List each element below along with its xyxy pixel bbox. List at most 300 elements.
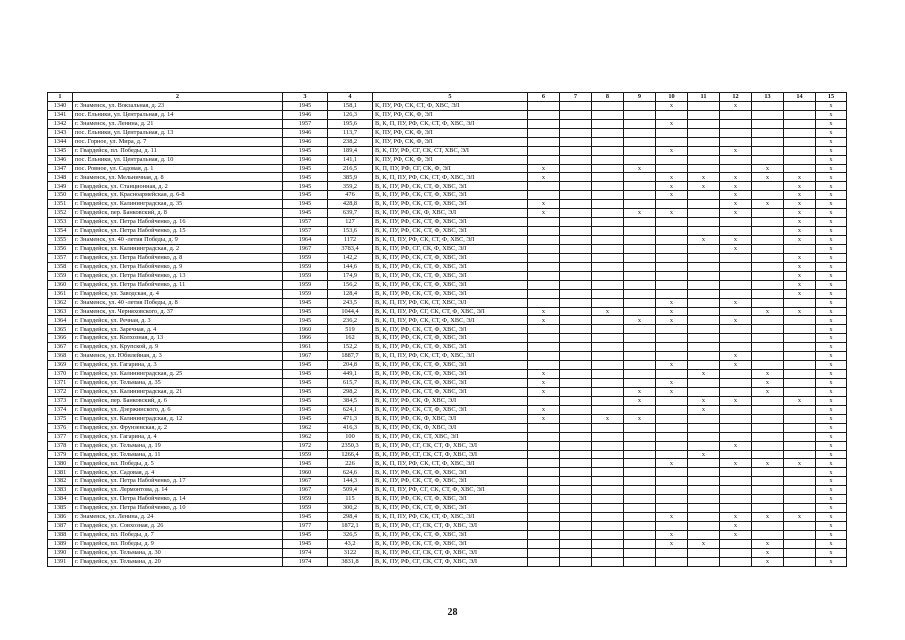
mark-cell	[592, 316, 624, 325]
mark-cell	[752, 262, 784, 271]
systems-cell: В, К, ПУ, РФ, СК, СТ, Ф, ХВС, ЭЛ	[373, 271, 528, 280]
mark-cell: х	[784, 513, 816, 522]
address-cell: пос. Ельники, ул. Центральная, д. 14	[73, 110, 283, 119]
mark-cell	[688, 110, 720, 119]
mark-cell	[592, 110, 624, 119]
mark-cell	[752, 432, 784, 441]
area-cell: 509,4	[328, 486, 373, 495]
mark-cell	[560, 468, 592, 477]
mark-cell: х	[816, 504, 847, 513]
mark-cell	[688, 262, 720, 271]
mark-cell	[592, 405, 624, 414]
mark-cell: х	[752, 379, 784, 388]
address-cell: г. Гвардейск, ул. Калининградская, д. 12	[73, 414, 283, 423]
mark-cell: х	[720, 200, 752, 209]
mark-cell	[560, 539, 592, 548]
mark-cell	[752, 504, 784, 513]
row-number-cell: 1354	[48, 227, 73, 236]
area-cell: 1266,4	[328, 450, 373, 459]
systems-cell: В, К, П, ПУ, РФ, СК, СТ, Ф, ХВС, ЭЛ	[373, 513, 528, 522]
mark-cell: х	[656, 146, 688, 155]
mark-cell	[560, 450, 592, 459]
table-row	[48, 280, 847, 289]
mark-cell	[528, 110, 560, 119]
mark-cell	[688, 352, 720, 361]
year-cell: 1959	[283, 495, 328, 504]
mark-cell	[528, 137, 560, 146]
row-number-cell: 1372	[48, 387, 73, 396]
mark-cell	[720, 325, 752, 334]
mark-cell	[592, 513, 624, 522]
mark-cell	[624, 522, 656, 531]
mark-cell	[592, 530, 624, 539]
address-cell: пос. Ровное, ул. Садовая, д. 1	[73, 164, 283, 173]
mark-cell	[688, 164, 720, 173]
mark-cell	[720, 405, 752, 414]
mark-cell	[560, 289, 592, 298]
mark-cell	[720, 271, 752, 280]
mark-cell	[752, 253, 784, 262]
table-row	[48, 236, 847, 245]
mark-cell: х	[816, 191, 847, 200]
mark-cell	[592, 182, 624, 191]
mark-cell: х	[816, 182, 847, 191]
mark-cell	[592, 459, 624, 468]
mark-cell: х	[720, 298, 752, 307]
mark-cell	[720, 307, 752, 316]
table-row	[48, 244, 847, 253]
mark-cell	[720, 477, 752, 486]
year-cell: 1945	[283, 316, 328, 325]
address-cell: г. Гвардейск, ул. Петра Набойченко, д. 15	[73, 227, 283, 236]
table-row	[48, 432, 847, 441]
mark-cell	[752, 110, 784, 119]
mark-cell	[592, 155, 624, 164]
mark-cell	[656, 334, 688, 343]
mark-cell: х	[784, 280, 816, 289]
mark-cell: х	[784, 191, 816, 200]
year-cell: 1945	[283, 459, 328, 468]
mark-cell	[624, 137, 656, 146]
mark-cell	[624, 450, 656, 459]
mark-cell: х	[816, 209, 847, 218]
mark-cell	[624, 459, 656, 468]
mark-cell	[624, 334, 656, 343]
table-row	[48, 289, 847, 298]
row-number-cell: 1380	[48, 459, 73, 468]
mark-cell	[720, 414, 752, 423]
mark-cell	[720, 450, 752, 459]
table-row	[48, 379, 847, 388]
row-number-cell: 1376	[48, 423, 73, 432]
mark-cell: х	[816, 128, 847, 137]
area-cell: 115	[328, 495, 373, 504]
mark-cell	[720, 218, 752, 227]
mark-cell	[592, 379, 624, 388]
mark-cell	[560, 128, 592, 137]
area-cell: 144,6	[328, 262, 373, 271]
area-cell: 43,2	[328, 539, 373, 548]
mark-cell	[528, 182, 560, 191]
mark-cell: х	[720, 513, 752, 522]
mark-cell	[560, 227, 592, 236]
column-header: 10	[656, 93, 688, 102]
mark-cell	[528, 253, 560, 262]
table-row	[48, 539, 847, 548]
mark-cell	[528, 432, 560, 441]
row-number-cell: 1365	[48, 325, 73, 334]
column-header: 3	[283, 93, 328, 102]
mark-cell	[752, 334, 784, 343]
mark-cell	[688, 253, 720, 262]
mark-cell: х	[528, 209, 560, 218]
mark-cell	[528, 486, 560, 495]
mark-cell	[624, 477, 656, 486]
systems-cell: В, К, ПУ, РФ, СК, СТ, Ф, ХВС, ЭЛ	[373, 379, 528, 388]
mark-cell	[720, 423, 752, 432]
year-cell: 1957	[283, 119, 328, 128]
mark-cell	[624, 548, 656, 557]
systems-cell: В, К, ПУ, РФ, СК, СТ, Ф, ХВС, ЭЛ	[373, 530, 528, 539]
column-number-header-row	[48, 93, 847, 102]
address-cell: пос. Горное, ул. Мира, д. 7	[73, 137, 283, 146]
year-cell: 1945	[283, 539, 328, 548]
systems-cell: К, П, ПУ, РФ, СГ, СК, Ф, ЭЛ	[373, 164, 528, 173]
address-cell: г. Гвардейск, ул. Лермонтова, д. 14	[73, 486, 283, 495]
mark-cell: х	[816, 164, 847, 173]
mark-cell: х	[816, 432, 847, 441]
address-cell: г. Гвардейск, ул. Тельмана, д. 19	[73, 441, 283, 450]
mark-cell	[560, 361, 592, 370]
mark-cell: х	[720, 146, 752, 155]
mark-cell: х	[688, 405, 720, 414]
mark-cell	[688, 548, 720, 557]
mark-cell	[528, 191, 560, 200]
mark-cell	[752, 414, 784, 423]
mark-cell: х	[528, 405, 560, 414]
mark-cell: х	[816, 325, 847, 334]
mark-cell: х	[816, 513, 847, 522]
mark-cell	[656, 352, 688, 361]
mark-cell	[720, 468, 752, 477]
mark-cell	[560, 155, 592, 164]
mark-cell	[784, 486, 816, 495]
table-row	[48, 370, 847, 379]
table-row	[48, 227, 847, 236]
mark-cell: х	[816, 441, 847, 450]
table-row	[48, 262, 847, 271]
mark-cell	[560, 530, 592, 539]
mark-cell	[784, 119, 816, 128]
year-cell: 1946	[283, 128, 328, 137]
row-number-cell: 1381	[48, 468, 73, 477]
mark-cell	[592, 450, 624, 459]
systems-cell: В, К, П, ПУ, РФ, СГ, СК, СТ, Ф, ХВС, ЭЛ	[373, 486, 528, 495]
mark-cell	[560, 343, 592, 352]
year-cell: 1946	[283, 110, 328, 119]
systems-cell: В, К, П, ПУ, РФ, СК, СТ, Ф, ХВС, ЭЛ	[373, 173, 528, 182]
row-number-cell: 1378	[48, 441, 73, 450]
year-cell: 1945	[283, 200, 328, 209]
mark-cell	[528, 352, 560, 361]
area-cell: 615,7	[328, 379, 373, 388]
row-number-cell: 1360	[48, 280, 73, 289]
mark-cell	[656, 236, 688, 245]
table-row	[48, 557, 847, 566]
mark-cell	[784, 128, 816, 137]
mark-cell: х	[752, 557, 784, 566]
mark-cell	[592, 209, 624, 218]
mark-cell: х	[720, 173, 752, 182]
area-cell: 3783,4	[328, 244, 373, 253]
address-cell: г. Гвардейск, ул. Петра Набойченко, д. 11	[73, 280, 283, 289]
mark-cell	[528, 539, 560, 548]
mark-cell	[624, 405, 656, 414]
mark-cell	[656, 227, 688, 236]
row-number-cell: 1361	[48, 289, 73, 298]
area-cell: 174,9	[328, 271, 373, 280]
year-cell: 1959	[283, 289, 328, 298]
mark-cell: х	[688, 539, 720, 548]
year-cell: 1961	[283, 343, 328, 352]
address-cell: г. Гвардейск, ул. Петра Набойченко, д. 10	[73, 504, 283, 513]
mark-cell	[752, 530, 784, 539]
mark-cell	[720, 334, 752, 343]
area-cell: 195,6	[328, 119, 373, 128]
mark-cell	[560, 548, 592, 557]
mark-cell	[752, 128, 784, 137]
row-number-cell: 1369	[48, 361, 73, 370]
mark-cell: х	[688, 370, 720, 379]
area-cell: 189,4	[328, 146, 373, 155]
mark-cell	[656, 164, 688, 173]
mark-cell: х	[656, 459, 688, 468]
area-cell: 162	[328, 334, 373, 343]
mark-cell	[688, 477, 720, 486]
mark-cell	[656, 522, 688, 531]
area-cell: 113,7	[328, 128, 373, 137]
mark-cell	[528, 227, 560, 236]
mark-cell	[624, 361, 656, 370]
row-number-cell: 1367	[48, 343, 73, 352]
mark-cell: х	[816, 146, 847, 155]
address-cell: г. Гвардейск, пл. Победы, д. 5	[73, 459, 283, 468]
address-cell: г. Гвардейск, пер. Банковский, д. 6	[73, 396, 283, 405]
address-cell: г. Гвардейск, пл. Победы, д. 7	[73, 530, 283, 539]
mark-cell	[624, 110, 656, 119]
mark-cell	[784, 441, 816, 450]
mark-cell: х	[528, 316, 560, 325]
mark-cell	[592, 325, 624, 334]
mark-cell: х	[656, 173, 688, 182]
mark-cell	[784, 155, 816, 164]
mark-cell: х	[688, 173, 720, 182]
mark-cell	[592, 128, 624, 137]
mark-cell: х	[752, 307, 784, 316]
mark-cell: х	[816, 298, 847, 307]
table-row	[48, 119, 847, 128]
mark-cell	[528, 441, 560, 450]
table-row	[48, 387, 847, 396]
mark-cell	[560, 405, 592, 414]
column-header: 6	[528, 93, 560, 102]
year-cell: 1945	[283, 209, 328, 218]
mark-cell	[624, 370, 656, 379]
mark-cell	[624, 486, 656, 495]
mark-cell	[720, 289, 752, 298]
mark-cell	[752, 298, 784, 307]
mark-cell	[720, 379, 752, 388]
column-header: 5	[373, 93, 528, 102]
table-row	[48, 110, 847, 119]
mark-cell	[688, 200, 720, 209]
row-number-cell: 1340	[48, 101, 73, 110]
mark-cell	[592, 361, 624, 370]
mark-cell	[784, 548, 816, 557]
area-cell: 3122	[328, 548, 373, 557]
mark-cell	[656, 325, 688, 334]
mark-cell	[688, 504, 720, 513]
mark-cell	[688, 432, 720, 441]
table-row	[48, 522, 847, 531]
systems-cell: К, ПУ, РФ, СК, Ф, ЭЛ	[373, 110, 528, 119]
mark-cell: х	[720, 530, 752, 539]
mark-cell	[624, 513, 656, 522]
address-cell: г. Гвардейск, ул. Речная, д. 3	[73, 316, 283, 325]
mark-cell: х	[816, 361, 847, 370]
systems-cell: В, К, ПУ, РФ, СК, Ф, ХВС, ЭЛ	[373, 414, 528, 423]
mark-cell	[656, 414, 688, 423]
mark-cell: х	[816, 486, 847, 495]
row-number-cell: 1350	[48, 191, 73, 200]
mark-cell	[688, 298, 720, 307]
area-cell: 144,3	[328, 477, 373, 486]
table-row	[48, 334, 847, 343]
mark-cell	[720, 504, 752, 513]
table-row	[48, 486, 847, 495]
systems-cell: К, ПУ, РФ, СК, Ф, ЭЛ	[373, 128, 528, 137]
mark-cell	[560, 101, 592, 110]
year-cell: 1945	[283, 370, 328, 379]
mark-cell	[752, 101, 784, 110]
mark-cell: х	[784, 173, 816, 182]
area-cell: 1172	[328, 236, 373, 245]
year-cell: 1945	[283, 387, 328, 396]
table-row	[48, 477, 847, 486]
table-row	[48, 271, 847, 280]
area-cell: 428,8	[328, 200, 373, 209]
mark-cell: х	[528, 173, 560, 182]
year-cell: 1945	[283, 191, 328, 200]
year-cell: 1945	[283, 182, 328, 191]
mark-cell	[720, 280, 752, 289]
row-number-cell: 1388	[48, 530, 73, 539]
mark-cell	[656, 441, 688, 450]
address-cell: г. Гвардейск, пл. Победы, д. 11	[73, 146, 283, 155]
mark-cell	[624, 432, 656, 441]
systems-cell: В, К, ПУ, РФ, СГ, СК, СТ, Ф, ХВС, ЭЛ	[373, 557, 528, 566]
mark-cell	[688, 209, 720, 218]
mark-cell	[592, 334, 624, 343]
mark-cell	[528, 271, 560, 280]
row-number-cell: 1346	[48, 155, 73, 164]
mark-cell: х	[816, 396, 847, 405]
mark-cell	[656, 468, 688, 477]
address-cell: г. Знаменск, ул. 40 -летия Победы, д. 9	[73, 236, 283, 245]
mark-cell	[592, 441, 624, 450]
mark-cell	[656, 370, 688, 379]
mark-cell	[688, 218, 720, 227]
mark-cell	[752, 486, 784, 495]
table-row	[48, 146, 847, 155]
mark-cell: х	[816, 334, 847, 343]
mark-cell	[720, 495, 752, 504]
mark-cell	[624, 325, 656, 334]
area-cell: 3831,8	[328, 557, 373, 566]
systems-cell: В, К, ПУ, РФ, СК, Ф, ХВС, ЭЛ	[373, 396, 528, 405]
mark-cell	[784, 146, 816, 155]
year-cell: 1974	[283, 557, 328, 566]
mark-cell: х	[784, 271, 816, 280]
mark-cell	[528, 468, 560, 477]
row-number-cell: 1343	[48, 128, 73, 137]
row-number-cell: 1382	[48, 477, 73, 486]
mark-cell	[688, 316, 720, 325]
mark-cell	[784, 164, 816, 173]
mark-cell	[656, 450, 688, 459]
mark-cell	[560, 200, 592, 209]
mark-cell	[624, 280, 656, 289]
mark-cell: х	[784, 236, 816, 245]
table-row	[48, 307, 847, 316]
area-cell: 152,2	[328, 343, 373, 352]
table-row	[48, 361, 847, 370]
systems-cell: В, К, ПУ, РФ, СК, СТ, Ф, ХВС, ЭЛ	[373, 387, 528, 396]
address-cell: г. Гвардейск, ул. Гагарина, д. 4	[73, 432, 283, 441]
year-cell: 1959	[283, 280, 328, 289]
mark-cell	[624, 530, 656, 539]
mark-cell: х	[688, 182, 720, 191]
mark-cell	[560, 164, 592, 173]
systems-cell: В, К, ПУ, РФ, СК, СТ, Ф, ХВС, ЭЛ	[373, 405, 528, 414]
mark-cell	[528, 128, 560, 137]
column-header: 12	[720, 93, 752, 102]
mark-cell	[528, 298, 560, 307]
address-cell: г. Гвардейск, ул. Совхозная, д. 26	[73, 522, 283, 531]
mark-cell	[784, 504, 816, 513]
mark-cell	[752, 352, 784, 361]
mark-cell: х	[816, 244, 847, 253]
year-cell: 1945	[283, 361, 328, 370]
mark-cell: х	[656, 182, 688, 191]
systems-cell: В, К, ПУ, РФ, СК, СТ, ХВС, ЭЛ	[373, 432, 528, 441]
row-number-cell: 1389	[48, 539, 73, 548]
mark-cell: х	[784, 182, 816, 191]
area-cell: 326,5	[328, 530, 373, 539]
row-number-cell: 1387	[48, 522, 73, 531]
area-cell: 624,6	[328, 468, 373, 477]
row-number-cell: 1366	[48, 334, 73, 343]
mark-cell	[624, 271, 656, 280]
table-row	[48, 504, 847, 513]
mark-cell: х	[816, 557, 847, 566]
address-cell: г. Знаменск, ул. Ленина, д. 21	[73, 119, 283, 128]
mark-cell: х	[528, 370, 560, 379]
mark-cell	[592, 468, 624, 477]
mark-cell	[752, 191, 784, 200]
mark-cell	[752, 522, 784, 531]
table-row	[48, 343, 847, 352]
